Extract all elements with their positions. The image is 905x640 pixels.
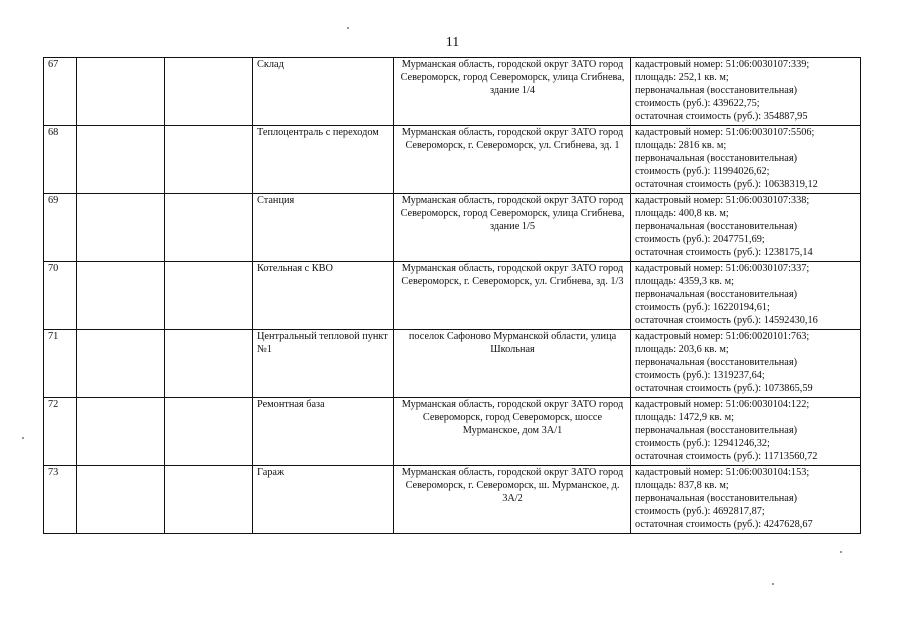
object-details (631, 330, 861, 398)
empty-cell (77, 330, 165, 398)
residual-cost: остаточная стоимость (руб.): 10638319,12 (635, 178, 818, 190)
initial-cost: стоимость (руб.): 12941246,32; (635, 437, 770, 449)
area: площадь: 2816 кв. м; (635, 139, 727, 151)
residual-cost: остаточная стоимость (руб.): 1073865,59 (635, 382, 813, 394)
cadastral-number: кадастровый номер: 51:06:0030104:122; (635, 399, 810, 410)
object-details (631, 466, 861, 534)
object-name: Гараж (253, 466, 394, 534)
area: площадь: 4359,3 кв. м; (635, 275, 734, 287)
area: площадь: 1472,9 кв. м; (635, 411, 734, 423)
initial-cost-label: первоначальная (восстановительная) (635, 220, 798, 232)
initial-cost-label: первоначальная (восстановительная) (635, 152, 798, 164)
initial-cost-label: первоначальная (восстановительная) (635, 492, 798, 504)
object-address: Мурманская область, городской округ ЗАТО город Североморск, г. Североморск, ул. Сгибнева, зд. 1 (394, 126, 631, 194)
object-name: Теплоцентраль с переходом (253, 126, 394, 194)
residual-cost: остаточная стоимость (руб.): 14592430,16 (635, 314, 818, 326)
object-address: Мурманская область, городской округ ЗАТО город Североморск, г. Североморск, ул. Сгибнева, зд. 1/3 (394, 262, 631, 330)
area: площадь: 252,1 кв. м; (635, 71, 729, 83)
object-name: Станция (253, 194, 394, 262)
initial-cost-label: первоначальная (восстановительная) (635, 84, 798, 96)
table-row (44, 194, 861, 262)
empty-cell (165, 398, 253, 466)
empty-cell (165, 262, 253, 330)
property-table (43, 57, 861, 534)
scan-speck (772, 583, 774, 585)
cadastral-number: кадастровый номер: 51:06:0020101:763; (635, 331, 810, 342)
page-number: 11 (445, 35, 460, 50)
scan-speck (347, 27, 349, 29)
empty-cell (165, 194, 253, 262)
table-row (44, 330, 861, 398)
empty-cell (77, 398, 165, 466)
object-details (631, 194, 861, 262)
empty-cell (77, 194, 165, 262)
empty-cell (77, 126, 165, 194)
row-number: 67 (44, 58, 77, 126)
area: площадь: 400,8 кв. м; (635, 207, 729, 219)
row-number: 68 (44, 126, 77, 194)
row-number: 70 (44, 262, 77, 330)
initial-cost: стоимость (руб.): 2047751,69; (635, 233, 765, 245)
object-name: Склад (253, 58, 394, 126)
table-row (44, 398, 861, 466)
table-row (44, 466, 861, 534)
row-number: 71 (44, 330, 77, 398)
empty-cell (77, 466, 165, 534)
cadastral-number: кадастровый номер: 51:06:0030107:338; (635, 195, 810, 206)
row-number: 73 (44, 466, 77, 534)
initial-cost: стоимость (руб.): 16220194,61; (635, 301, 770, 313)
residual-cost: остаточная стоимость (руб.): 1238175,14 (635, 246, 813, 258)
object-name: Котельная с КВО (253, 262, 394, 330)
initial-cost: стоимость (руб.): 11994026,62; (635, 165, 770, 177)
row-number: 72 (44, 398, 77, 466)
initial-cost: стоимость (руб.): 4692817,87; (635, 505, 765, 517)
object-address: Мурманская область, городской округ ЗАТО город Североморск, город Североморск, улица Сгибнева, здание 1/4 (394, 58, 631, 126)
area: площадь: 203,6 кв. м; (635, 343, 729, 355)
residual-cost: остаточная стоимость (руб.): 11713560,72 (635, 450, 818, 462)
empty-cell (165, 126, 253, 194)
initial-cost-label: первоначальная (восстановительная) (635, 424, 798, 436)
initial-cost: стоимость (руб.): 439622,75; (635, 97, 760, 109)
cadastral-number: кадастровый номер: 51:06:0030107:339; (635, 59, 810, 70)
row-number: 69 (44, 194, 77, 262)
initial-cost-label: первоначальная (восстановительная) (635, 288, 798, 300)
cadastral-number: кадастровый номер: 51:06:0030107:337; (635, 263, 810, 274)
area: площадь: 837,8 кв. м; (635, 479, 729, 491)
empty-cell (77, 262, 165, 330)
table-row (44, 126, 861, 194)
empty-cell (77, 58, 165, 126)
object-name: Центральный тепловой пункт №1 (253, 330, 394, 398)
empty-cell (165, 466, 253, 534)
initial-cost: стоимость (руб.): 1319237,64; (635, 369, 765, 381)
residual-cost: остаточная стоимость (руб.): 354887,95 (635, 110, 808, 122)
object-details (631, 398, 861, 466)
empty-cell (165, 330, 253, 398)
table-row (44, 262, 861, 330)
object-address: Мурманская область, городской округ ЗАТО город Североморск, г. Североморск, ш. Мурманское, д. 3А/2 (394, 466, 631, 534)
scan-speck (22, 437, 24, 439)
object-address: поселок Сафоново Мурманской области, улица Школьная (394, 330, 631, 398)
object-name: Ремонтная база (253, 398, 394, 466)
residual-cost: остаточная стоимость (руб.): 4247628,67 (635, 518, 813, 530)
cadastral-number: кадастровый номер: 51:06:0030107:5506; (635, 127, 815, 138)
cadastral-number: кадастровый номер: 51:06:0030104:153; (635, 467, 810, 478)
object-address: Мурманская область, городской округ ЗАТО город Североморск, город Североморск, шоссе Мурманское, дом 3А/1 (394, 398, 631, 466)
table-row (44, 58, 861, 126)
object-address: Мурманская область, городской округ ЗАТО город Североморск, город Североморск, улица Сгибнева, здание 1/5 (394, 194, 631, 262)
scan-speck (840, 551, 842, 553)
object-details (631, 262, 861, 330)
object-details (631, 58, 861, 126)
initial-cost-label: первоначальная (восстановительная) (635, 356, 798, 368)
empty-cell (165, 58, 253, 126)
object-details (631, 126, 861, 194)
